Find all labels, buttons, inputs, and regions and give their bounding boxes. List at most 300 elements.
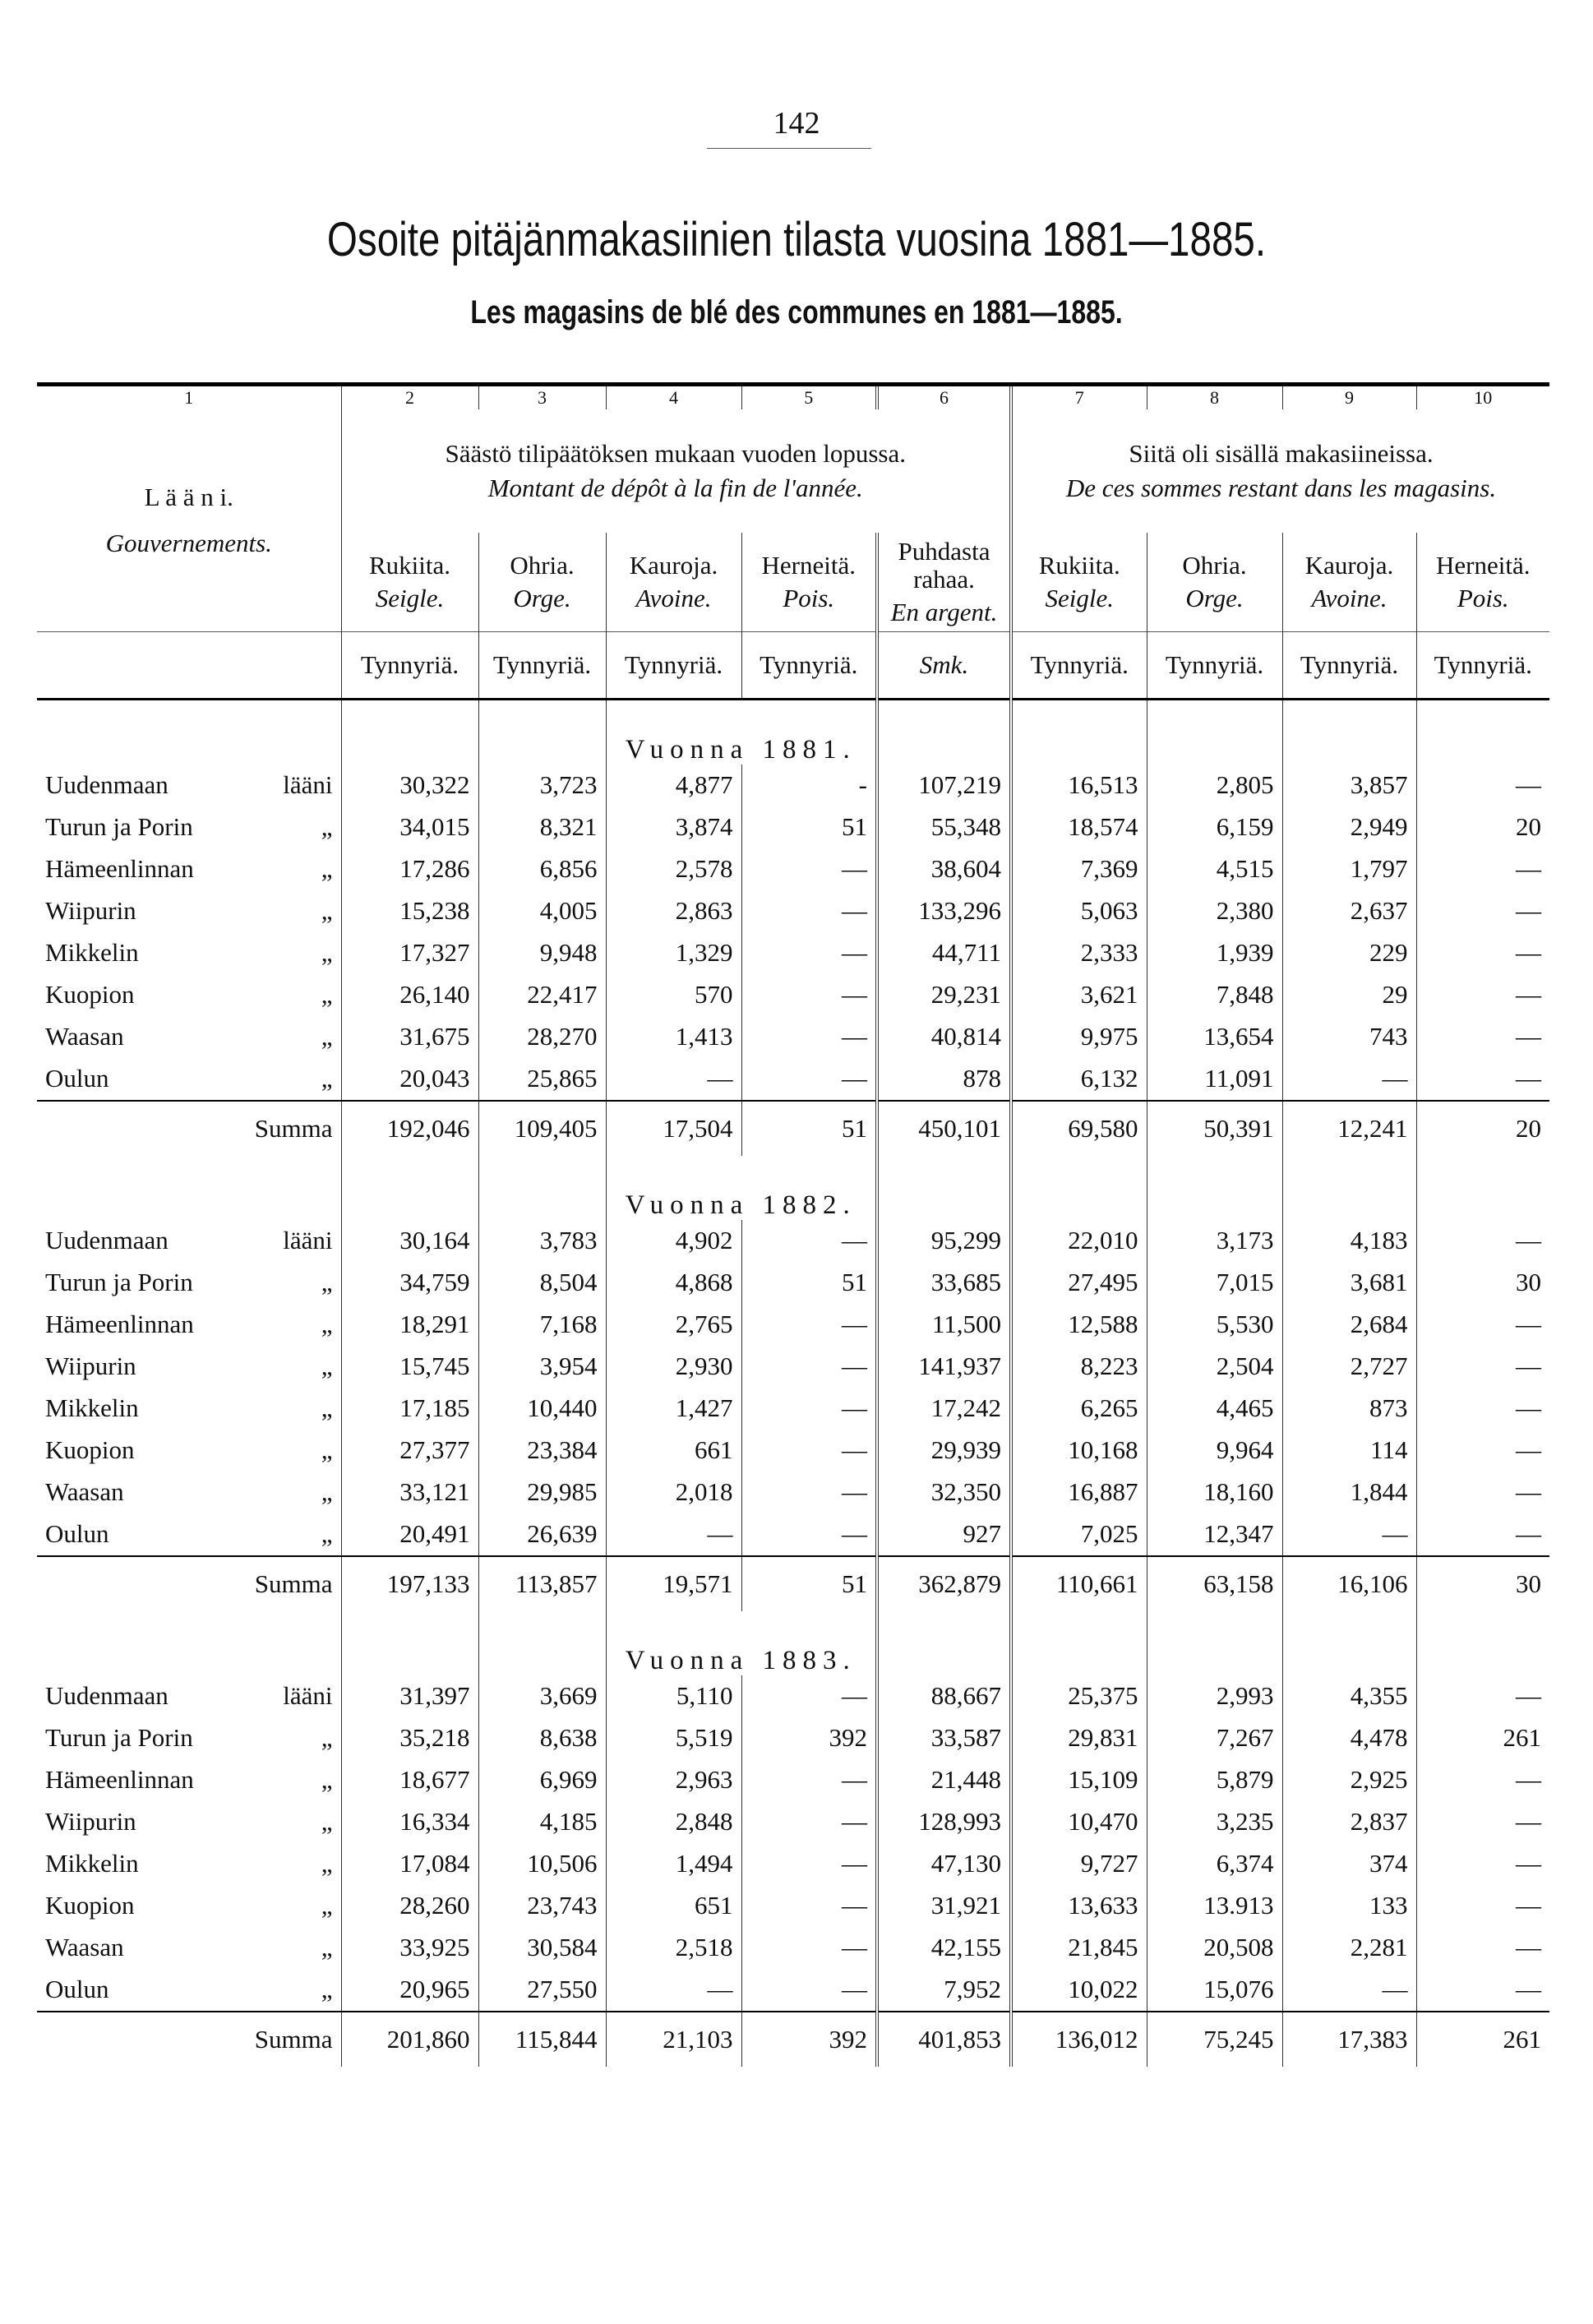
value-cell: 32,350 [877,1472,1011,1513]
summa-value: 20 [1416,1101,1549,1156]
value-cell: 661 [606,1430,741,1472]
laani-name-cell [37,1969,341,2012]
value-cell: 6,374 [1147,1843,1282,1885]
year-spacer [478,1611,606,1675]
column-header [341,533,478,632]
summa-label: Summa [37,1101,341,1156]
value-cell: 6,132 [1011,1058,1147,1101]
value-cell: — [741,932,877,974]
laani-name: Oulun [45,1064,109,1093]
value-cell: 29,939 [877,1430,1011,1472]
laani-suffix: „ [321,1723,333,1753]
value-cell: 1,939 [1147,932,1282,974]
laani-suffix: „ [321,1310,333,1339]
value-cell: 15,238 [341,890,478,932]
value-cell: 17,084 [341,1843,478,1885]
value-cell: 5,519 [606,1717,741,1759]
column-header-fr: Pois. [1457,584,1509,612]
statistics-table [37,382,1549,2067]
table-row [37,765,1549,806]
value-cell: 4,185 [478,1801,606,1843]
value-cell: 29,231 [877,974,1011,1016]
table-row [37,1513,1549,1556]
column-header-fr: Seigle. [1045,584,1114,612]
value-cell: 28,270 [478,1016,606,1058]
laani-name: Uudenmaan [45,770,169,800]
summa-value: 115,844 [478,2012,606,2067]
value-cell: 3,235 [1147,1801,1282,1843]
value-cell: 3,954 [478,1346,606,1388]
value-cell: 10,022 [1011,1969,1147,2012]
year-spacer [1011,700,1147,765]
value-cell: 392 [741,1717,877,1759]
column-number: 4 [606,385,741,410]
laani-name-cell [37,1262,341,1304]
column-header-fr: Pois. [783,584,835,612]
value-cell: 25,375 [1011,1675,1147,1717]
value-cell: 2,963 [606,1759,741,1801]
year-spacer [877,700,1011,765]
value-cell: 8,321 [478,806,606,848]
laani-name: Wiipurin [45,1351,136,1381]
page-subtitle: Les magasins de blé des communes en 1881—1885. [470,294,1123,330]
value-cell: — [1416,1472,1549,1513]
laani-name: Kuopion [45,980,135,1010]
value-cell: — [741,1430,877,1472]
laani-name-cell [37,932,341,974]
value-cell: 13.913 [1147,1885,1282,1927]
value-cell: 51 [741,1262,877,1304]
value-cell: 2,949 [1282,806,1416,848]
value-cell: — [1416,1220,1549,1262]
column-header-fr: En argent. [890,598,998,627]
group2-fi: Siitä oli sisällä makasiineissa. [1129,438,1434,468]
laani-suffix: „ [321,1435,333,1465]
year-spacer [37,1611,341,1675]
year-spacer [877,1156,1011,1220]
value-cell: 95,299 [877,1220,1011,1262]
value-cell: 13,633 [1011,1885,1147,1927]
value-cell: 17,242 [877,1388,1011,1430]
value-cell: — [1416,1016,1549,1058]
summa-value: 12,241 [1282,1101,1416,1156]
year-spacer [877,1611,1011,1675]
year-label: Vuonna 1883. [606,1611,877,1675]
value-cell: 2,837 [1282,1801,1416,1843]
value-cell: 374 [1282,1843,1416,1885]
laani-name-cell [37,848,341,890]
year-spacer [1147,700,1282,765]
laani-suffix: „ [321,1975,333,2004]
column-header-fi: Puhdasta rahaa. [898,536,990,594]
value-cell: 3,723 [478,765,606,806]
value-cell: 2,765 [606,1304,741,1346]
value-cell: — [1416,1843,1549,1885]
summa-row [37,2012,1549,2067]
table-row [37,848,1549,890]
value-cell: 34,759 [341,1262,478,1304]
value-cell: — [741,1472,877,1513]
laani-suffix: „ [321,938,333,968]
summa-value: 109,405 [478,1101,606,1156]
column-number: 7 [1011,385,1147,410]
year-spacer [1011,1611,1147,1675]
year-spacer [341,1156,478,1220]
value-cell: 2,727 [1282,1346,1416,1388]
summa-value: 136,012 [1011,2012,1147,2067]
value-cell: 261 [1416,1717,1549,1759]
value-cell: 12,347 [1147,1513,1282,1556]
year-spacer [1416,1611,1549,1675]
value-cell: 51 [741,806,877,848]
column-number: 3 [478,385,606,410]
value-cell: 5,879 [1147,1759,1282,1801]
value-cell: — [741,1675,877,1717]
value-cell: 25,865 [478,1058,606,1101]
value-cell: 20,508 [1147,1927,1282,1969]
column-number-row [37,385,1549,410]
value-cell: — [741,1513,877,1556]
value-cell: 1,844 [1282,1472,1416,1513]
laani-suffix: „ [321,1765,333,1795]
summa-value: 110,661 [1011,1556,1147,1611]
value-cell: — [1416,848,1549,890]
value-cell: 3,621 [1011,974,1147,1016]
value-cell: — [1416,1759,1549,1801]
laani-suffix: „ [321,1807,333,1837]
column-header-fi: Ohria. [1182,550,1247,580]
value-cell: 18,291 [341,1304,478,1346]
value-cell: 7,015 [1147,1262,1282,1304]
value-cell: 229 [1282,932,1416,974]
year-spacer [1416,700,1549,765]
column-number: 2 [341,385,478,410]
year-label: Vuonna 1881. [606,700,877,765]
value-cell: — [1416,765,1549,806]
table-row [37,1885,1549,1927]
column-header-fr: Seigle. [375,584,445,612]
column-header-fi: Ohria. [510,550,575,580]
group1-header [341,409,1011,533]
value-cell: — [606,1969,741,2012]
value-cell: 3,669 [478,1675,606,1717]
column-header-fr: Avoine. [1311,584,1388,612]
table-row [37,1430,1549,1472]
laani-name: Waasan [45,1933,124,1962]
value-cell: 1,413 [606,1016,741,1058]
value-cell: 21,448 [877,1759,1011,1801]
value-cell: 44,711 [877,932,1011,974]
unit-label: Tynnyriä. [741,632,877,700]
value-cell: 128,993 [877,1801,1011,1843]
value-cell: — [1282,1969,1416,2012]
value-cell: 20 [1416,806,1549,848]
year-spacer [1416,1156,1549,1220]
value-cell: 2,993 [1147,1675,1282,1717]
laani-suffix: „ [321,980,333,1010]
value-cell: 40,814 [877,1016,1011,1058]
value-cell: — [741,1304,877,1346]
unit-label: Tynnyriä. [606,632,741,700]
summa-label: Summa [37,1556,341,1611]
laani-name: Kuopion [45,1435,135,1465]
value-cell: 30,322 [341,765,478,806]
value-cell: 20,491 [341,1513,478,1556]
table-row [37,1262,1549,1304]
laani-name-cell [37,1430,341,1472]
year-spacer [341,1611,478,1675]
summa-value: 261 [1416,2012,1549,2067]
column-header-fr: Orge. [513,584,571,612]
laani-name-cell [37,1304,341,1346]
year-spacer [478,700,606,765]
value-cell: 31,921 [877,1885,1011,1927]
value-cell: 10,440 [478,1388,606,1430]
value-cell: 7,168 [478,1304,606,1346]
value-cell: 30 [1416,1262,1549,1304]
value-cell: 18,574 [1011,806,1147,848]
value-cell: 7,952 [877,1969,1011,2012]
laani-name: Uudenmaan [45,1681,169,1711]
summa-value: 197,133 [341,1556,478,1611]
summa-value: 392 [741,2012,877,2067]
year-spacer [1282,700,1416,765]
value-cell: 7,369 [1011,848,1147,890]
summa-value: 51 [741,1101,877,1156]
value-cell: 9,948 [478,932,606,974]
value-cell: 4,877 [606,765,741,806]
summa-value: 51 [741,1556,877,1611]
value-cell: — [741,1969,877,2012]
laani-name: Turun ja Porin [45,812,193,842]
value-cell: 10,506 [478,1843,606,1885]
value-cell: 2,018 [606,1472,741,1513]
laani-suffix: „ [321,1022,333,1051]
summa-value: 113,857 [478,1556,606,1611]
value-cell: 4,465 [1147,1388,1282,1430]
column-number: 10 [1416,385,1549,410]
column-header [741,533,877,632]
value-cell: 31,675 [341,1016,478,1058]
value-cell: 11,091 [1147,1058,1282,1101]
value-cell: 651 [606,1885,741,1927]
laani-name-cell [37,1513,341,1556]
value-cell: — [606,1058,741,1101]
value-cell: 12,588 [1011,1304,1147,1346]
laani-suffix: lääni [283,770,333,800]
summa-value: 450,101 [877,1101,1011,1156]
value-cell: — [1416,974,1549,1016]
laani-name: Uudenmaan [45,1226,169,1255]
table-row [37,1058,1549,1101]
value-cell: 4,355 [1282,1675,1416,1717]
value-cell: 27,495 [1011,1262,1147,1304]
laani-name: Mikkelin [45,938,139,968]
value-cell: 38,604 [877,848,1011,890]
value-cell: 2,518 [606,1927,741,1969]
value-cell: 10,470 [1011,1801,1147,1843]
value-cell: 2,333 [1011,932,1147,974]
value-cell: 1,494 [606,1843,741,1885]
value-cell: 27,550 [478,1969,606,2012]
value-cell: 4,902 [606,1220,741,1262]
group1-fr: Montant de dépôt à la fin de l'année. [487,474,863,502]
laani-name-cell [37,1759,341,1801]
column-header [1416,533,1549,632]
value-cell: 88,667 [877,1675,1011,1717]
value-cell: 22,010 [1011,1220,1147,1262]
value-cell: 570 [606,974,741,1016]
value-cell: 33,925 [341,1927,478,1969]
value-cell: 11,500 [877,1304,1011,1346]
year-spacer [1147,1156,1282,1220]
value-cell: — [741,1058,877,1101]
table-row [37,1220,1549,1262]
value-cell: — [1416,1927,1549,1969]
laani-name: Wiipurin [45,896,136,926]
value-cell: 29,985 [478,1472,606,1513]
summa-value: 17,383 [1282,2012,1416,2067]
summa-value: 17,504 [606,1101,741,1156]
table-row [37,1843,1549,1885]
column-header [606,533,741,632]
column-header-fi: Rukiita. [1038,550,1120,580]
value-cell: — [1416,1885,1549,1927]
value-cell: — [741,1801,877,1843]
value-cell: — [1416,1430,1549,1472]
table-row [37,974,1549,1016]
value-cell: — [1416,1675,1549,1717]
value-cell: — [1282,1058,1416,1101]
laani-name: Oulun [45,1519,109,1549]
laani-header [37,409,341,632]
units-row [37,632,1549,700]
group2-header [1011,409,1549,533]
value-cell: — [741,1388,877,1430]
value-cell: 17,286 [341,848,478,890]
table-row [37,1969,1549,2012]
summa-row [37,1101,1549,1156]
value-cell: 3,783 [478,1220,606,1262]
year-label: Vuonna 1882. [606,1156,877,1220]
laani-name-cell [37,1885,341,1927]
value-cell: 31,397 [341,1675,478,1717]
table-row [37,1717,1549,1759]
value-cell: 21,845 [1011,1927,1147,1969]
value-cell: 8,638 [478,1717,606,1759]
column-header-fi: Herneitä. [761,550,856,580]
value-cell: 2,848 [606,1801,741,1843]
value-cell: 23,384 [478,1430,606,1472]
value-cell: 2,805 [1147,765,1282,806]
value-cell: 873 [1282,1388,1416,1430]
value-cell: — [1416,1058,1549,1101]
laani-name: Mikkelin [45,1849,139,1878]
gouvernements-label: Gouvernements. [105,529,272,557]
laani-suffix: „ [321,1064,333,1093]
value-cell: — [741,1016,877,1058]
summa-value: 30 [1416,1556,1549,1611]
table-row [37,1759,1549,1801]
value-cell: — [1416,1969,1549,2012]
value-cell: 1,427 [606,1388,741,1430]
value-cell: 33,685 [877,1262,1011,1304]
table-row [37,1927,1549,1969]
units-spacer [37,632,341,700]
value-cell: 3,173 [1147,1220,1282,1262]
table-row [37,1472,1549,1513]
value-cell: 17,327 [341,932,478,974]
column-header [478,533,606,632]
column-header [1147,533,1282,632]
laani-name: Waasan [45,1477,124,1507]
value-cell: 15,745 [341,1346,478,1388]
value-cell: 9,975 [1011,1016,1147,1058]
value-cell: 3,681 [1282,1262,1416,1304]
value-cell: 4,478 [1282,1717,1416,1759]
column-header-fi: Kauroja. [629,550,718,580]
laani-suffix: lääni [283,1681,333,1711]
laani-name: Kuopion [45,1891,135,1920]
summa-value: 192,046 [341,1101,478,1156]
year-heading-row [37,1611,1549,1675]
page-title: Osoite pitäjänmakasiinien tilasta vuosina 1881—1885. [326,213,1267,266]
group-header-row [37,409,1549,533]
laani-name-cell [37,1016,341,1058]
value-cell: 3,874 [606,806,741,848]
value-cell: 7,848 [1147,974,1282,1016]
value-cell: 30,164 [341,1220,478,1262]
column-header [1282,533,1416,632]
column-header [1011,533,1147,632]
laani-name-cell [37,1472,341,1513]
column-number: 6 [877,385,1011,410]
value-cell: 23,743 [478,1885,606,1927]
laani-name: Mikkelin [45,1393,139,1423]
value-cell: 9,727 [1011,1843,1147,1885]
value-cell: 9,964 [1147,1430,1282,1472]
laani-name-cell [37,1058,341,1101]
laani-suffix: lääni [283,1226,333,1255]
summa-label: Summa [37,2012,341,2067]
laani-name: Waasan [45,1022,124,1051]
value-cell: — [1416,1801,1549,1843]
value-cell: 2,863 [606,890,741,932]
unit-label: Tynnyriä. [1282,632,1416,700]
year-heading-row [37,700,1549,765]
laani-name: Hämeenlinnan [45,1765,194,1795]
value-cell: 2,281 [1282,1927,1416,1969]
value-cell: 8,504 [478,1262,606,1304]
value-cell: 20,965 [341,1969,478,2012]
column-number: 8 [1147,385,1282,410]
value-cell: 114 [1282,1430,1416,1472]
value-cell: — [1282,1513,1416,1556]
value-cell: — [1416,932,1549,974]
summa-value: 69,580 [1011,1101,1147,1156]
year-spacer [1282,1156,1416,1220]
summa-value: 401,853 [877,2012,1011,2067]
value-cell: 15,109 [1011,1759,1147,1801]
laani-suffix: „ [321,854,333,884]
value-cell: 15,076 [1147,1969,1282,2012]
value-cell: — [1416,1388,1549,1430]
value-cell: — [741,1759,877,1801]
page-number-rule [707,148,871,149]
value-cell: — [1416,1513,1549,1556]
value-cell: 3,857 [1282,765,1416,806]
value-cell: 33,121 [341,1472,478,1513]
